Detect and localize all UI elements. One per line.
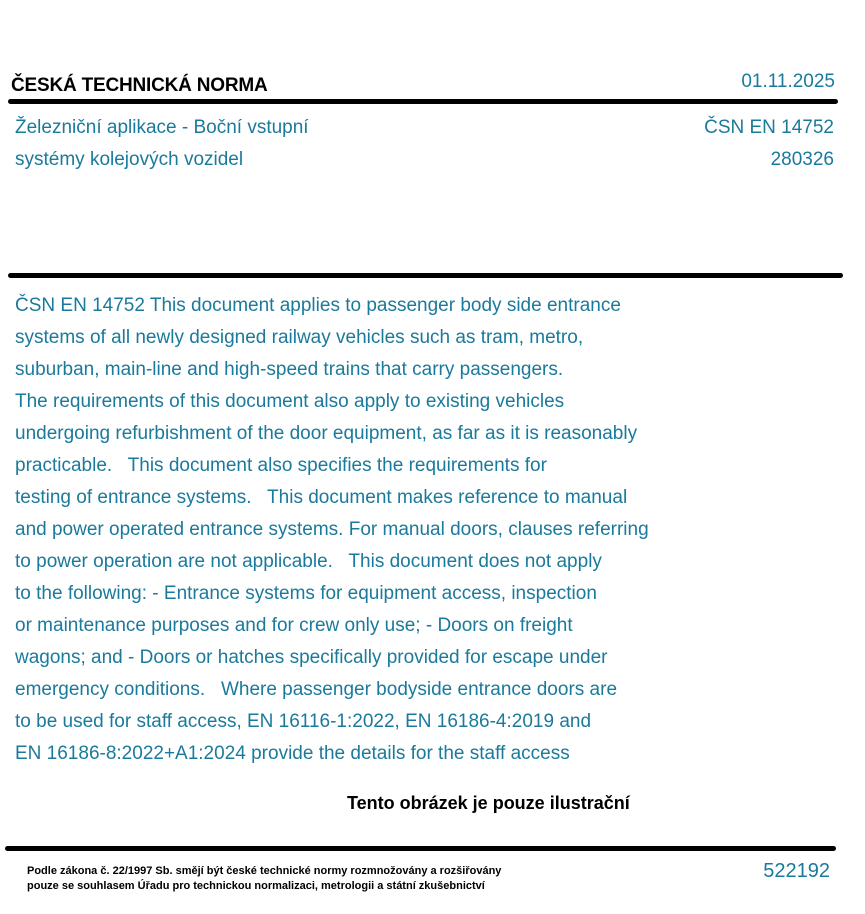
illustration-note: Tento obrázek je pouze ilustrační xyxy=(347,793,630,813)
legal-line: pouze se souhlasem Úřadu pro technickou normalizaci, metrologii a státní zkušebnictví xyxy=(27,880,485,892)
abstract-line: to power operation are not applicable. This document does not apply xyxy=(15,551,602,572)
abstract-line: and power operated entrance systems. For manual doors, clauses referring xyxy=(15,519,649,540)
issue-date: 01.11.2025 xyxy=(741,71,835,92)
abstract-line: or maintenance purposes and for crew only use; - Doors on freight xyxy=(15,615,573,636)
standard-designation: ČSN EN 14752 xyxy=(704,117,834,138)
classification-code: 280326 xyxy=(770,149,834,170)
standard-subject-line-2: systémy kolejových vozidel xyxy=(15,149,244,170)
abstract-line: wagons; and - Doors or hatches specifically provided for escape under xyxy=(15,647,608,668)
legal-line: Podle zákona č. 22/1997 Sb. smějí být české technické normy rozmnožovány a rozšiřovány xyxy=(27,865,502,877)
abstract-line: suburban, main-line and high-speed trains that carry passengers. xyxy=(15,359,564,380)
abstract-line: to be used for staff access, EN 16116-1:2022, EN 16186-4:2019 and xyxy=(15,711,592,732)
abstract-line: emergency conditions. Where passenger bodyside entrance doors are xyxy=(15,679,618,700)
legal-notice xyxy=(27,864,501,894)
abstract-line: undergoing refurbishment of the door equipment, as far as it is reasonably xyxy=(15,423,638,444)
header-divider xyxy=(8,99,838,104)
document-title: ČESKÁ TECHNICKÁ NORMA xyxy=(11,75,268,96)
abstract-line: ČSN EN 14752 This document applies to passenger body side entrance xyxy=(15,295,621,316)
abstract-line: to the following: - Entrance systems for equipment access, inspection xyxy=(15,583,597,604)
abstract-line: EN 16186-8:2022+A1:2024 provide the details for the staff access xyxy=(15,743,570,764)
footer-divider xyxy=(5,846,836,851)
section-divider xyxy=(8,273,843,278)
abstract-line: testing of entrance systems. This document makes reference to manual xyxy=(15,487,628,508)
standard-subject-line-1: Železniční aplikace - Boční vstupní xyxy=(15,117,309,138)
abstract-line: The requirements of this document also apply to existing vehicles xyxy=(15,391,565,412)
abstract-line: systems of all newly designed railway vehicles such as tram, metro, xyxy=(15,327,584,348)
abstract-line: practicable. This document also specifies the requirements for xyxy=(15,455,547,476)
abstract-text xyxy=(15,290,649,770)
catalog-number: 522192 xyxy=(763,860,830,882)
